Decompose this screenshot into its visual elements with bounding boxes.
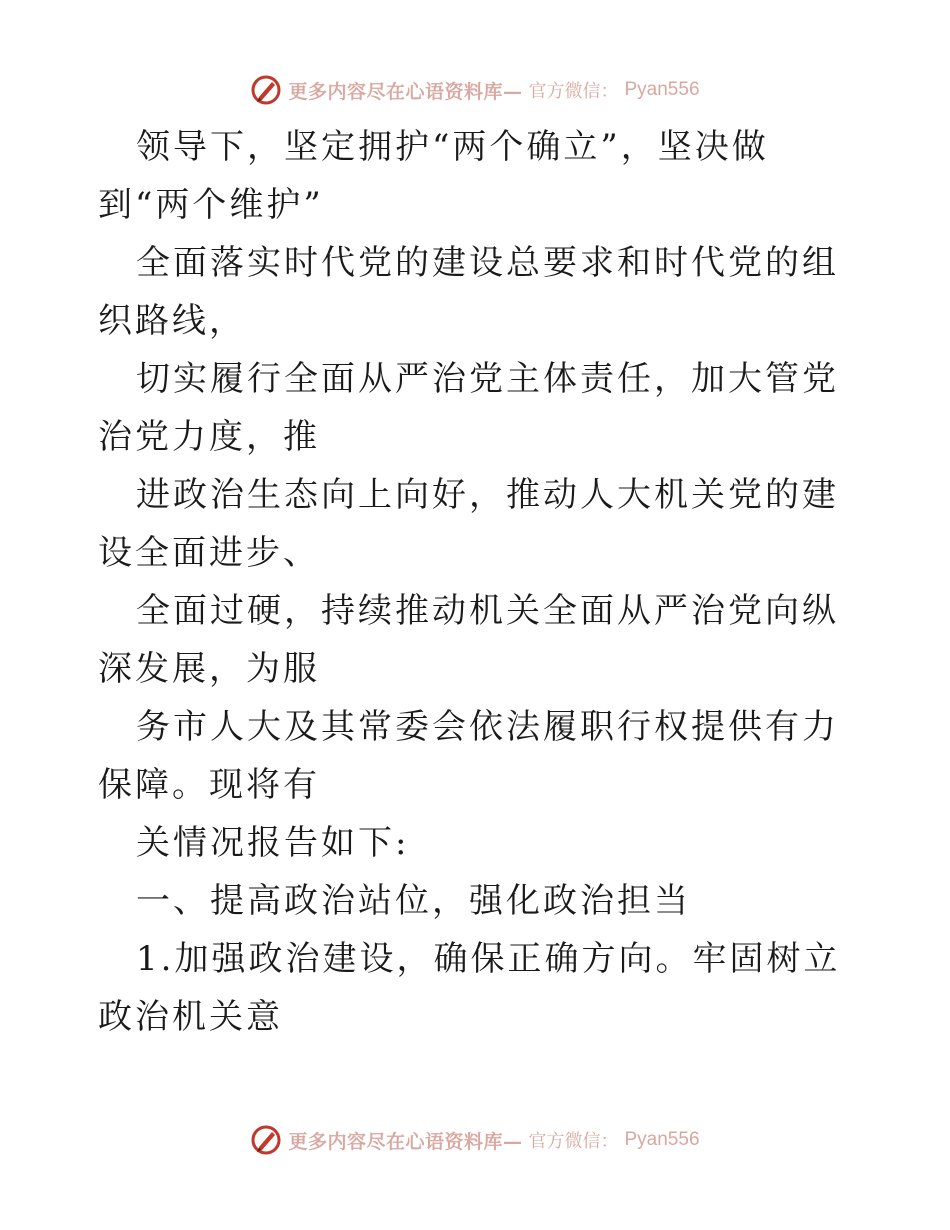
watermark-wechat-id: Pyan556 — [624, 79, 700, 100]
paragraph: 切实履行全面从严治党主体责任，加大管党治党力度，推 — [98, 359, 839, 457]
watermark-wechat-id: Pyan556 — [624, 1129, 700, 1150]
paragraph: 关情况报告如下: — [136, 823, 410, 863]
paragraph: 全面落实时代党的建设总要求和时代党的组织路线， — [98, 243, 839, 341]
paragraph: 进政治生态向上向好，推动人大机关党的建设全面进步、 — [98, 475, 839, 573]
paragraph: 务市人大及其常委会依法履职行权提供有力保障。现将有 — [98, 707, 839, 805]
paragraph: 1.加强政治建设，确保正确方向。牢固树立政治机关意 — [98, 939, 841, 1037]
header-watermark — [0, 70, 950, 110]
pen-logo-icon — [250, 74, 282, 106]
paragraph: 全面过硬，持续推动机关全面从严治党向纵深发展，为服 — [98, 591, 839, 689]
paragraph: 领导下，坚定拥护“两个确立”，坚决做到“两个维护” — [98, 127, 769, 225]
watermark-wechat-label: 官方微信： — [528, 81, 619, 102]
section-heading: 一、提高政治站位，强化政治担当 — [136, 881, 691, 921]
pen-logo-icon — [250, 1124, 282, 1156]
footer-watermark — [0, 1120, 950, 1160]
document-body — [98, 118, 858, 1046]
watermark-text: 更多内容尽在心语资料库— — [288, 1130, 523, 1153]
watermark-wechat-label: 官方微信： — [528, 1131, 619, 1152]
watermark-text: 更多内容尽在心语资料库— — [288, 80, 523, 103]
